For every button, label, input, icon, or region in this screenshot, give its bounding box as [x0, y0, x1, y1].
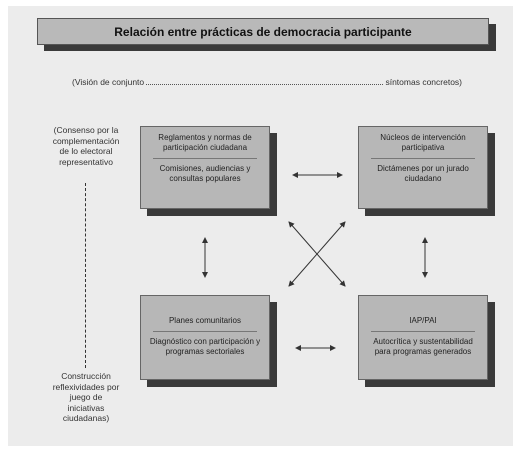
box-bottom-right-heading: IAP/PAI [371, 316, 475, 332]
side-top-line: (Consenso por la [53, 125, 119, 135]
box-top-right-heading: Núcleos de intervención participativa [371, 133, 475, 159]
side-bottom-line: ciudadanas) [62, 413, 110, 423]
diagram-title: Relación entre prácticas de democracia participante [37, 18, 489, 45]
side-bottom-line: reflexividades por [52, 381, 120, 392]
side-bottom-line: Construcción [61, 371, 111, 381]
box-top-right-detail: Dictámenes por un jurado ciudadano [377, 164, 469, 183]
box-bottom-right-detail: Autocrítica y sustentabilidad para programas generados [373, 337, 473, 356]
box-top-left-detail: Comisiones, audiencias y consultas populares [159, 164, 251, 183]
side-top-line: de lo electoral [59, 146, 113, 156]
side-top-line: representativo [59, 156, 113, 167]
side-bottom-line: juego de [69, 392, 103, 402]
box-bottom-left-heading: Planes comunitarios [153, 316, 257, 332]
side-bottom-line: iniciativas [67, 402, 105, 413]
box-bottom-left-detail: Diagnóstico con participación y programas sectoriales [149, 337, 261, 356]
vision-left-label: (Visión de conjunto [72, 77, 145, 87]
side-top-line: complementación [52, 135, 120, 146]
vision-right-label: síntomas concretos) [385, 77, 462, 87]
box-top-left-heading: Reglamentos y normas de participación ciudadana [153, 133, 257, 159]
